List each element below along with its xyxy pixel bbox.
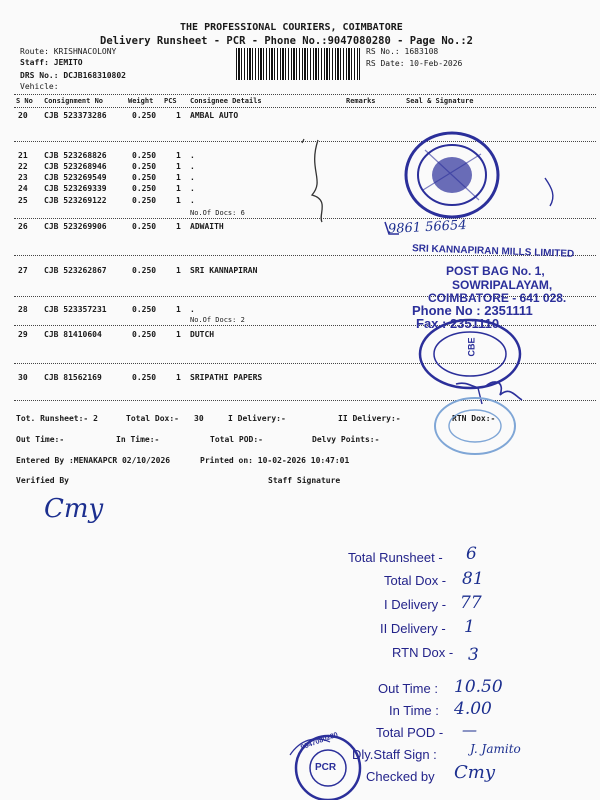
row-weight: 0.250 (132, 162, 157, 171)
hw-value: 77 (460, 593, 482, 613)
row-weight: 0.250 (132, 111, 157, 120)
row-consignee: SRI KANNAPIRAN (190, 266, 258, 275)
hw-label: Checked by (366, 769, 435, 784)
rtn-dox: RTN Dox:- (452, 414, 496, 423)
company-title: THE PROFESSIONAL COURIERS, COIMBATORE (180, 22, 403, 33)
pcr-stamp-number: 9847080280 (299, 731, 339, 752)
row-consignment: CJB 523262867 (44, 266, 107, 275)
row-consignee: . (190, 162, 195, 171)
date-stamp (432, 396, 518, 456)
row-consignment: CJB 523373286 (44, 111, 107, 120)
stamp-company: SRI KANNAPIRAN MILLS LIMITED (411, 243, 575, 260)
row-weight: 0.250 (132, 330, 157, 339)
row-pcs: 1 (176, 151, 181, 160)
row-pcs: 1 (176, 173, 181, 182)
row-pcs: 1 (176, 266, 181, 275)
vehicle: Vehicle: (20, 82, 59, 91)
row-sno: 24 (18, 184, 28, 193)
row-consignment: CJB 523268946 (44, 162, 107, 171)
col-consignment: Consignment No (44, 97, 104, 105)
hw-label: Total POD - (376, 725, 444, 740)
row-weight: 0.250 (132, 173, 157, 182)
row-consignee: . (190, 151, 195, 160)
row-pcs: 1 (176, 330, 181, 339)
hw-label: Total Runsheet - (348, 550, 443, 565)
row-weight: 0.250 (132, 196, 157, 205)
row-consignee: . (190, 173, 195, 182)
row-sno: 23 (18, 173, 28, 182)
hw-value: 10.50 (454, 677, 503, 697)
hw-value: J. Jamito (470, 742, 521, 756)
row-consignee: ADWAITH (190, 222, 224, 231)
row-consignee: DUTCH (190, 330, 215, 339)
col-weight: Weight (128, 97, 154, 105)
row-consignee: . (190, 305, 195, 314)
row-weight: 0.250 (132, 222, 157, 231)
delvy-points: Delvy Points:- (312, 435, 380, 444)
row-sno: 29 (18, 330, 28, 339)
row-weight: 0.250 (132, 305, 157, 314)
row-consignment: CJB 523269122 (44, 196, 107, 205)
row-sno: 27 (18, 266, 28, 275)
row-consignment: CJB 523269339 (44, 184, 107, 193)
stamp-line2: SOWRIPALAYAM, (452, 278, 553, 292)
row-sno: 28 (18, 305, 28, 314)
hw-label: RTN Dox - (392, 645, 454, 660)
row-pcs: 1 (176, 305, 181, 314)
rs-date: RS Date: 10-Feb-2026 (366, 59, 463, 68)
stamp-line3: COIMBATORE - 641 028. (428, 291, 567, 305)
runsheet-subtitle: Delivery Runsheet - PCR - Phone No.:9047080280 - Page No.:2 (100, 35, 473, 47)
hw-value: 3 (468, 645, 479, 665)
ii-delivery: II Delivery:- (338, 414, 401, 423)
hw-label: In Time : (389, 703, 439, 718)
stamp-fax: Fax : 2351110 (416, 316, 500, 331)
stamp-line1: POST BAG No. 1, (446, 264, 545, 278)
row-consignee: AMBAL AUTO (190, 111, 239, 120)
hw-label: Out Time : (378, 681, 438, 696)
drs-number: DRS No.: DCJB168310802 (20, 71, 126, 80)
verified-by: Verified By (16, 476, 69, 485)
row-pcs: 1 (176, 111, 181, 120)
rs-number: RS No.: 1683108 (366, 47, 439, 56)
row-pcs: 1 (176, 222, 181, 231)
row-weight: 0.250 (132, 184, 157, 193)
entered-by: Entered By :MENAKAPCR 02/10/2026 (16, 456, 171, 465)
coir-stamp-cbe: CBE (466, 337, 477, 357)
out-time: Out Time:- (16, 435, 65, 444)
phone-note: 9861 56654 (387, 217, 467, 238)
col-remarks: Remarks (346, 97, 376, 105)
row-consignee: . (190, 196, 195, 205)
company-round-seal (403, 130, 501, 220)
hw-value: — (462, 721, 477, 739)
hw-label: II Delivery - (380, 621, 446, 636)
row-pcs: 1 (176, 373, 181, 382)
row-pcs: 1 (176, 162, 181, 171)
route: Route: KRISHNACOLONY (20, 47, 117, 56)
row-consignment: CJB 523269906 (44, 222, 107, 231)
total-pod: Total POD:- (210, 435, 263, 444)
hw-label: Dly.Staff Sign : (352, 747, 437, 762)
col-seal: Seal & Signature (406, 97, 474, 105)
row-sno: 26 (18, 222, 28, 231)
row-weight: 0.250 (132, 266, 157, 275)
total-dox-value: 30 (194, 414, 204, 423)
row-sno: 22 (18, 162, 28, 171)
row-sno: 21 (18, 151, 28, 160)
hw-value: 6 (466, 544, 477, 564)
row-consignment: CJB 523269549 (44, 173, 107, 182)
hw-label: I Delivery - (384, 597, 447, 612)
total-dox-label: Total Dox:- (126, 414, 179, 423)
stamp-phone: Phone No : 2351111 (412, 303, 533, 318)
pcr-stamp-text: PCR (315, 762, 337, 773)
row-consignment: CJB 523268826 (44, 151, 107, 160)
hw-label: Total Dox - (384, 573, 447, 588)
row-consignment: CJB 523357231 (44, 305, 107, 314)
verified-signature: Cmy (44, 494, 104, 524)
staff: Staff: JEMITO (20, 58, 83, 67)
in-time: In Time:- (116, 435, 160, 444)
row-pcs: 1 (176, 184, 181, 193)
staff-signature: Staff Signature (268, 476, 341, 485)
tot-runsheet: Tot. Runsheet:- 2 (16, 414, 98, 423)
docs-note: No.Of Docs: 2 (190, 316, 245, 324)
row-sno: 20 (18, 111, 28, 120)
col-consignee: Consignee Details (190, 97, 262, 105)
hw-value: 4.00 (454, 699, 492, 719)
row-weight: 0.250 (132, 151, 157, 160)
printed-on: Printed on: 10-02-2026 10:47:01 (200, 456, 350, 465)
hw-value: 1 (464, 617, 475, 637)
row-sno: 30 (18, 373, 28, 382)
i-delivery: I Delivery:- (228, 414, 286, 423)
hw-value: Cmy (454, 762, 496, 783)
col-sno: S No (16, 97, 33, 105)
row-sno: 25 (18, 196, 28, 205)
col-pcs: PCS (164, 97, 177, 105)
row-pcs: 1 (176, 196, 181, 205)
hw-value: 81 (462, 569, 484, 589)
row-consignment: CJB 81562169 (44, 373, 102, 382)
row-consignee: SRIPATHI PAPERS (190, 373, 263, 382)
row-consignee: . (190, 184, 195, 193)
row-consignment: CJB 81410604 (44, 330, 102, 339)
docs-note: No.Of Docs: 6 (190, 209, 245, 217)
row-weight: 0.250 (132, 373, 157, 382)
